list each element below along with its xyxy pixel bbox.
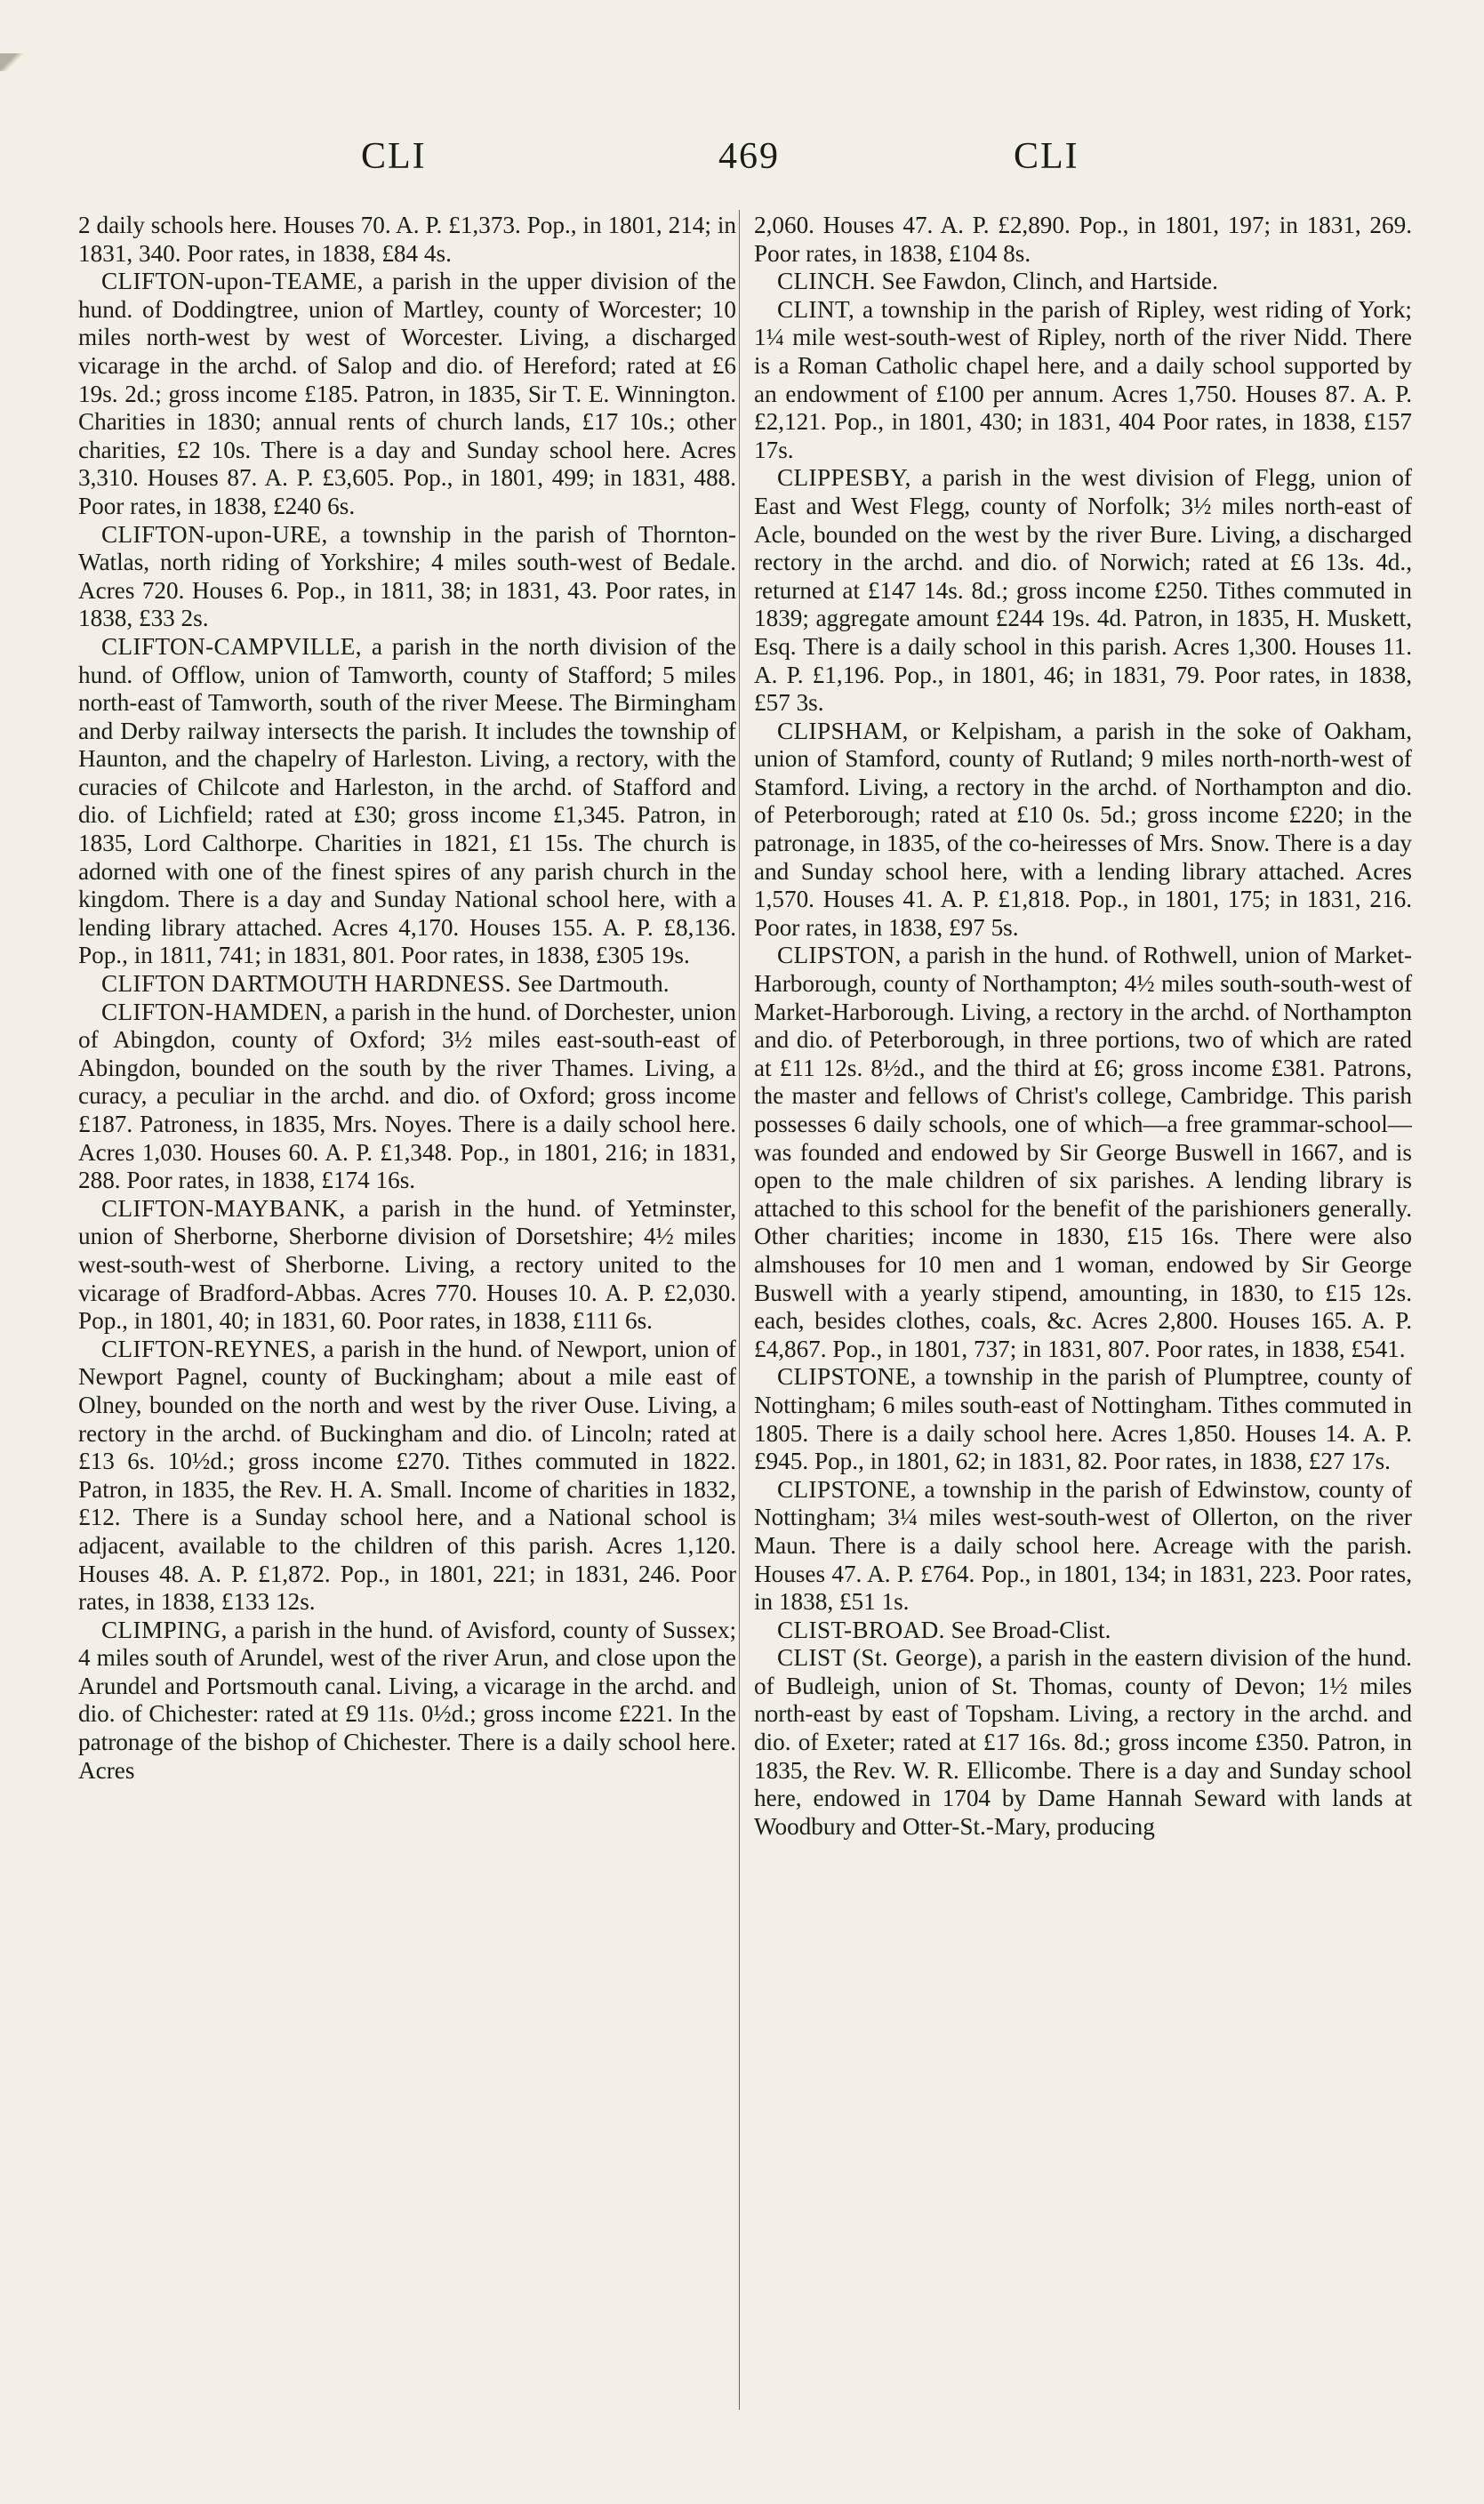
entry-headword: CLIFTON-CAMPVILLE, (101, 632, 362, 660)
gazetteer-entry (754, 1644, 1412, 1841)
entry-headword: CLIPPESBY, (777, 464, 911, 492)
column-divider (739, 210, 740, 2410)
entry-headword: CLIST (St. George), (777, 1644, 983, 1672)
entry-text: a parish in the upper division of the hund. of Doddingtree, union of Martley, county of Worcester; 10 miles north-west by west of Worcester. Living, a discharged vicarage in the archd. of Salop and dio. of Hereford; rated at £6 19s. 2d.; gross income £185. Patron, in 1835, Sir T. E. Winnington. Charities in 1830; annual rents of church lands, £17 10s.; other charities, £2 10s. There is a day and Sunday school here. Acres 3,310. Houses 87. A. P. £3,605. Pop., in 1801, 499; in 1831, 488. Poor rates, in 1838, £240 6s. (78, 268, 736, 519)
entry-headword: CLIFTON DARTMOUTH HARDNESS. (101, 970, 512, 998)
gazetteer-entry (754, 464, 1412, 717)
gazetteer-entry (754, 1617, 1412, 1645)
entry-text: a parish in the eastern division of the hund. of Budleigh, union of St. Thomas, county of Devon; 1½ miles north-east by east of Topsham. Living, a rectory in the archd. and dio. of Exeter; rated at £17 16s. 8d.; gross income £350. Patron, in 1835, the Rev. W. R. Ellicombe. There is a day and Sunday school here, endowed in 1704 by Dame Hannah Seward with lands at Woodbury and Otter-St.-Mary, producing (754, 1644, 1412, 1840)
entry-headword: CLIPSTONE, (777, 1475, 917, 1503)
entry-text: or Kelpisham, a parish in the soke of Oakham, union of Stamford, county of Rutland; 9 miles north-north-west of Stamford. Living, a rectory in the archd. of Northampton and dio. of Peterborough; rated at £10 0s. 5d.; gross income £220; in the patronage, in 1835, of the co-heiresses of Mrs. Snow. There is a day and Sunday school here, with a lending library attached. Acres 1,570. Houses 41. A. P. £1,818. Pop., in 1801, 175; in 1831, 216. Poor rates, in 1838, £97 5s. (754, 717, 1412, 941)
gazetteer-entry (78, 1617, 736, 1786)
entry-headword: CLINCH. (777, 268, 876, 295)
gazetteer-entry (78, 999, 736, 1195)
gazetteer-entry (78, 268, 736, 520)
entry-headword: CLIFTON-upon-URE, (101, 520, 328, 548)
gazetteer-entry (78, 1195, 736, 1336)
entry-headword: CLIPSTON, (777, 942, 902, 969)
corner-mark (0, 53, 23, 71)
entry-headword: CLIFTON-upon-TEAME, (101, 268, 364, 295)
header-right-guideword: CLI (1014, 136, 1079, 177)
entry-headword: CLIPSHAM, (777, 717, 909, 744)
gazetteer-entry (754, 1476, 1412, 1617)
entry-text: a parish in the north division of the hund. of Offlow, union of Tamworth, county of Stafford; 5 miles north-east of Tamworth, south of the river Meese. The Birmingham and Derby railway intersects the parish. It includes the township of Haunton, and the chapelry of Harleston. Living, a rectory, with the curacies of Chilcote and Harleston, in the archd. of Stafford and dio. of Lichfield; rated at £30; gross income £1,345. Patron, in 1835, Lord Calthorpe. Charities in 1821, £1 15s. The church is adorned with one of the finest spires of any parish church in the kingdom. There is a day and Sunday National school here, with a lending library attached. Acres 4,170. Houses 155. A. P. £8,136. Pop., in 1811, 741; in 1831, 801. Poor rates, in 1838, £305 19s. (78, 632, 736, 969)
entry-text: See Dartmouth. (511, 970, 670, 998)
gazetteer-entry (754, 296, 1412, 465)
entry-continuation (78, 212, 736, 268)
gazetteer-entry (754, 1363, 1412, 1475)
left-column (78, 212, 736, 1785)
gazetteer-entry (754, 942, 1412, 1363)
entry-text: a parish in the hund. of Rothwell, union of Market-Harborough, county of Northampton; 4½ miles south-south-west of Market-Harborough. Living, a rectory in the archd. of Northampton and dio. of Peterborough, in three portions, two of which are rated at £11 12s. 8½d., and the third at £6; gross income £381. Patrons, the master and fellows of Christ's college, Cambridge. This parish possesses 6 daily schools, one of which—a free grammar-school—was founded and endowed by Sir George Buswell in 1667, and is open to the male children of six parishes. A lending library is attached to this school for the benefit of the parishioners generally. Other charities; income in 1830, £15 16s. There were also almshouses for 10 men and 1 woman, endowed by Sir George Buswell with a yearly stipend, amounting, in 1830, to £15 12s. each, besides clothes, coals, &c. Acres 2,800. Houses 165. A. P. £4,867. Pop., in 1801, 737; in 1831, 807. Poor rates, in 1838, £541. (754, 942, 1412, 1362)
running-header (71, 135, 1423, 180)
entry-headword: CLIST-BROAD. (777, 1616, 945, 1643)
entry-text: 2 daily schools here. Houses 70. A. P. £1,373. Pop., in 1801, 214; in 1831, 340. Poor rates, in 1838, £84 4s. (78, 212, 736, 267)
entry-text: a township in the parish of Ripley, west riding of York; 1¼ mile west-south-west of Ripley, north of the river Nidd. There is a Roman Catholic chapel here, and a daily school supported by an endowment of £100 per annum. Acres 1,750. Houses 87. A. P. £2,121. Pop., in 1801, 430; in 1831, 404 Poor rates, in 1838, £157 17s. (754, 295, 1412, 463)
gazetteer-entry (78, 970, 736, 999)
entry-text: See Broad-Clist. (944, 1616, 1111, 1643)
header-left-guideword: CLI (361, 136, 427, 177)
entry-text: a township in the parish of Thornton-Watlas, north riding of Yorkshire; 4 miles south-west of Bedale. Acres 720. Houses 6. Pop., in 1811, 38; in 1831, 43. Poor rates, in 1838, £33 2s. (78, 520, 736, 632)
entry-headword: CLIFTON-REYNES, (101, 1335, 317, 1362)
entry-headword: CLIPSTONE, (777, 1363, 917, 1391)
gazetteer-entry (78, 633, 736, 970)
entry-text: See Fawdon, Clinch, and Hartside. (875, 268, 1218, 295)
page-number: 469 (718, 136, 780, 177)
entry-text: a parish in the hund. of Dorchester, union of Abingdon, county of Oxford; 3½ miles east-south-east of Abingdon, bounded on the south by the river Thames. Living, a curacy, a peculiar in the archd. and dio. of Oxford; gross income £187. Patroness, in 1835, Mrs. Noyes. There is a daily school here. Acres 1,030. Houses 60. A. P. £1,348. Pop., in 1801, 216; in 1831, 288. Poor rates, in 1838, £174 16s. (78, 998, 736, 1194)
entry-text: a parish in the west division of Flegg, union of East and West Flegg, county of Norfolk; 3½ miles north-east of Acle, bounded on the west by the river Bure. Living, a discharged rectory in the archd. and dio. of Norwich; rated at £6 13s. 4d., returned at £147 14s. 8d.; gross income £250. Tithes commuted in 1839; aggregate amount £244 19s. 4d. Patron, in 1835, H. Muskett, Esq. There is a daily school in this parish. Acres 1,300. Houses 11. A. P. £1,196. Pop., in 1801, 46; in 1831, 79. Poor rates, in 1838, £57 3s. (754, 464, 1412, 717)
entry-text: a parish in the hund. of Newport, union of Newport Pagnel, county of Buckingham; about a mile east of Olney, bounded on the north and west by the river Ouse. Living, a rectory in the archd. of Buckingham and dio. of Lincoln; rated at £13 6s. 10½d.; gross income £270. Tithes commuted in 1822. Patron, in 1835, the Rev. H. A. Small. Income of charities in 1832, £12. There is a Sunday school here, and a National school is adjacent, available to the children of this parish. Acres 1,120. Houses 48. A. P. £1,872. Pop., in 1801, 221; in 1831, 246. Poor rates, in 1838, £133 12s. (78, 1335, 736, 1616)
entry-headword: CLINT, (777, 295, 855, 323)
gazetteer-entry (754, 718, 1412, 943)
entry-text: a township in the parish of Edwinstow, county of Nottingham; 3¼ miles west-south-west of Ollerton, on the river Maun. There is a daily school here. Acreage with the parish. Houses 47. A. P. £764. Pop., in 1801, 134; in 1831, 223. Poor rates, in 1838, £51 1s. (754, 1475, 1412, 1616)
entry-text: 2,060. Houses 47. A. P. £2,890. Pop., in 1801, 197; in 1831, 269. Poor rates, in 1838, £104 8s. (754, 212, 1412, 267)
entry-headword: CLIFTON-MAYBANK, (101, 1194, 346, 1222)
gazetteer-entry (78, 1336, 736, 1617)
entry-headword: CLIMPING, (101, 1616, 228, 1643)
entry-continuation (754, 212, 1412, 268)
entry-text: a parish in the hund. of Avisford, county of Sussex; 4 miles south of Arundel, west of the river Arun, and close upon the Arundel and Portsmouth canal. Living, a vicarage in the archd. and dio. of Chichester: rated at £9 11s. 0½d.; gross income £221. In the patronage of the bishop of Chichester. There is a daily school here. Acres (78, 1616, 736, 1784)
gazetteer-entry (754, 268, 1412, 296)
right-column (754, 212, 1412, 1841)
entry-text: a parish in the hund. of Yetminster, union of Sherborne, Sherborne division of Dorsetshire; 4½ miles west-south-west of Sherborne. Living, a rectory united to the vicarage of Bradford-Abbas. Acres 770. Houses 10. A. P. £2,030. Pop., in 1801, 40; in 1831, 60. Poor rates, in 1838, £111 6s. (78, 1194, 736, 1335)
gazetteer-entry (78, 521, 736, 633)
entry-headword: CLIFTON-HAMDEN, (101, 998, 329, 1025)
entry-text: a township in the parish of Plumptree, county of Nottingham; 6 miles south-east of Nottingham. Tithes commuted in 1805. There is a daily school here. Acres 1,850. Houses 14. A. P. £945. Pop., in 1801, 62; in 1831, 82. Poor rates, in 1838, £27 17s. (754, 1363, 1412, 1475)
